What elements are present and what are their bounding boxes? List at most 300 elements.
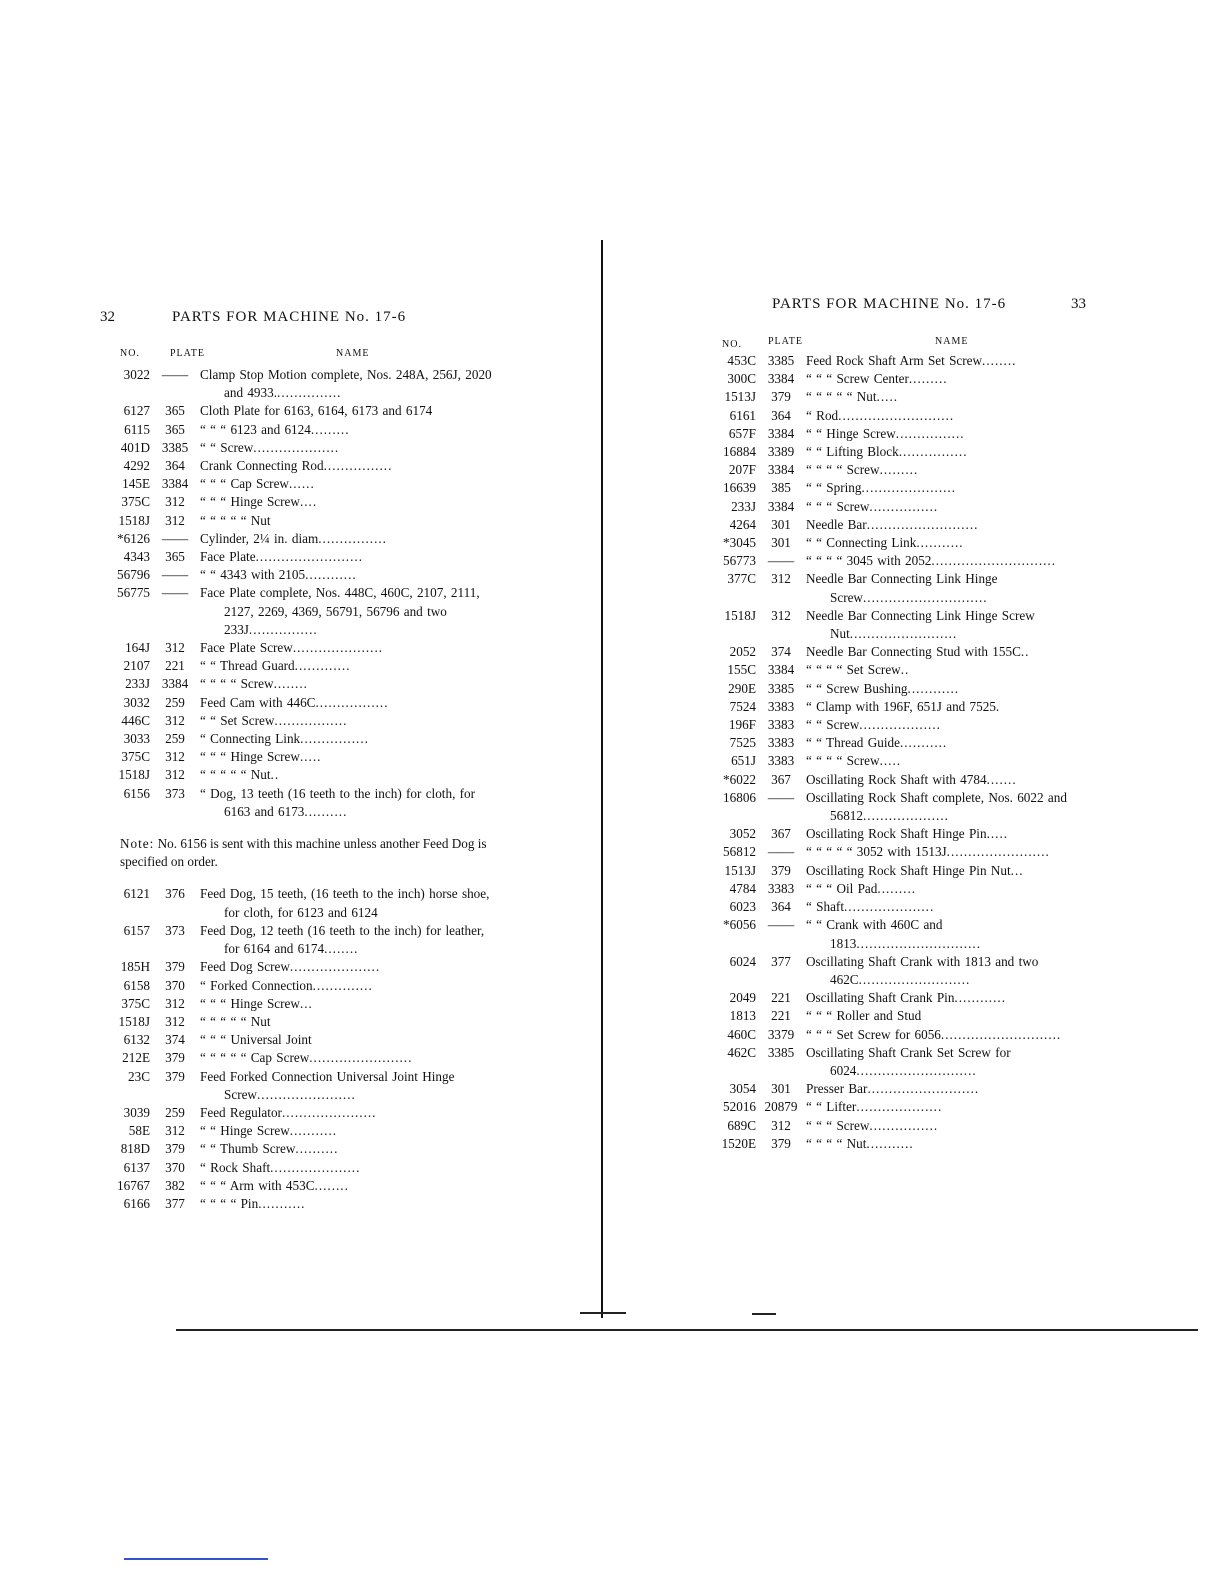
part-name-cell <box>806 370 1096 388</box>
plate-number: —— <box>767 917 795 933</box>
leader-dots: ........... <box>916 535 964 551</box>
part-number: 212E <box>122 1050 150 1066</box>
plate-number: 3385 <box>161 439 189 455</box>
plate-number: 365 <box>165 549 185 565</box>
part-name: Oscillating Shaft Crank Pin <box>806 990 955 1006</box>
plate-number: 379 <box>771 862 791 878</box>
part-name-cell <box>806 461 1096 479</box>
plate-number: 373 <box>165 785 185 801</box>
part-name-cell <box>806 1044 1096 1080</box>
list-item <box>704 443 1096 461</box>
part-number: 185H <box>120 959 150 975</box>
plate-number: 301 <box>771 516 791 532</box>
list-item <box>704 734 1096 752</box>
part-number: 818D <box>120 1141 150 1157</box>
part-number: 446C <box>121 712 150 728</box>
leader-dots: ................... <box>859 717 941 733</box>
list-item <box>98 475 494 493</box>
part-name-cell <box>200 694 494 712</box>
part-number: 6132 <box>123 1032 150 1048</box>
part-number: 3054 <box>729 1081 756 1097</box>
part-name-cell <box>200 1177 494 1195</box>
part-name: “ “ “ “ “ Nut <box>806 389 877 405</box>
plate-number: 20879 <box>764 1099 798 1115</box>
list-item <box>704 643 1096 661</box>
part-name: “ “ “ Screw <box>806 1117 870 1133</box>
part-name: “ “ Thread Guide <box>806 735 900 751</box>
part-name: “ “ Lifting Block <box>806 444 899 460</box>
part-name: Presser Bar <box>806 1081 868 1097</box>
list-item <box>98 995 494 1013</box>
part-name: “ “ 4343 with 2105 <box>200 567 306 583</box>
part-number: 155C <box>727 662 756 678</box>
leader-dots: ........ <box>273 676 308 692</box>
column-header-no: NO. <box>120 348 140 359</box>
list-item <box>98 977 494 995</box>
plate-number: 367 <box>771 826 791 842</box>
plate-number: 3385 <box>767 353 795 368</box>
plate-number: 312 <box>771 1117 791 1133</box>
plate-number: 3384 <box>767 462 795 478</box>
part-number: 4784 <box>729 880 756 896</box>
plate-number: 221 <box>771 990 791 1006</box>
leader-dots: ...................... <box>861 480 957 496</box>
leader-dots: ..... <box>879 753 902 769</box>
list-item <box>704 843 1096 861</box>
part-name-cell <box>200 1140 494 1158</box>
leader-dots: .... <box>299 494 318 510</box>
part-name-cell <box>806 443 1096 461</box>
leader-dots: ................ <box>300 731 369 747</box>
right-page <box>604 0 1224 1584</box>
list-item <box>98 766 494 784</box>
leader-dots: ............................. <box>862 589 988 605</box>
part-name: Clamp Stop Motion complete, Nos. 248A, 256J, 2020 and 4933. <box>200 367 492 401</box>
part-name: “ “ “ “ Pin <box>200 1195 259 1211</box>
part-name: “ “ “ Screw Center <box>806 371 909 387</box>
plate-number: 3384 <box>767 425 795 441</box>
part-name-cell <box>806 570 1096 606</box>
leader-dots: ............................. <box>931 553 1056 569</box>
list-item <box>98 958 494 976</box>
leader-dots: ........ <box>324 941 359 957</box>
plate-number: 3384 <box>161 676 189 692</box>
part-name: “ “ “ Universal Joint <box>200 1032 312 1048</box>
leader-dots: .......................... <box>866 516 979 532</box>
part-number: 6121 <box>123 886 150 902</box>
part-name: “ “ “ Hinge Screw <box>200 995 300 1011</box>
part-name-cell <box>806 898 1096 916</box>
plate-number: 259 <box>165 694 185 710</box>
part-name: Face Plate <box>200 549 256 565</box>
part-number: 6156 <box>123 785 150 801</box>
part-name-cell <box>806 407 1096 425</box>
part-name-cell <box>200 548 494 566</box>
part-name: Needle Bar Connecting Link Hinge Screw Nut <box>806 607 1035 642</box>
leader-dots: ........ <box>982 353 1017 368</box>
plate-number: 379 <box>165 1141 185 1157</box>
plate-number: —— <box>767 553 795 569</box>
leader-dots: .................... <box>862 808 949 824</box>
part-name-cell <box>806 643 1096 661</box>
part-name: Feed Dog, 15 teeth, (16 teeth to the inch) horse shoe, for cloth, for 6123 and 6124 <box>200 886 490 920</box>
plate-number: 312 <box>771 571 791 587</box>
column-header-no: NO. <box>722 339 742 350</box>
part-name-cell <box>200 748 494 766</box>
part-name-cell <box>200 995 494 1013</box>
part-name: “ Shaft <box>806 899 844 915</box>
plate-number: 365 <box>165 421 185 437</box>
list-item <box>98 1159 494 1177</box>
parts-group <box>98 885 494 1213</box>
part-name: “ Rock Shaft <box>200 1159 271 1175</box>
list-item <box>704 552 1096 570</box>
plate-number: 374 <box>165 1032 185 1048</box>
list-item <box>98 639 494 657</box>
part-name-cell <box>200 475 494 493</box>
leader-dots: ............ <box>907 680 960 696</box>
part-number: 1518J <box>118 512 150 528</box>
column-header-name: NAME <box>336 348 370 359</box>
plate-number: 3389 <box>767 444 795 460</box>
list-item <box>98 730 494 748</box>
leader-dots: ......... <box>877 880 917 896</box>
part-name: Feed Forked Connection Universal Joint Hinge Screw <box>200 1068 455 1102</box>
plate-number: 312 <box>165 767 185 783</box>
part-name: “ “ Screw Bushing <box>806 680 908 696</box>
list-item <box>98 512 494 530</box>
part-name-cell <box>806 843 1096 861</box>
part-name-cell <box>806 352 1096 370</box>
leader-dots: .. <box>900 662 910 678</box>
plate-number: 379 <box>165 1068 185 1084</box>
part-number: 6161 <box>729 407 756 423</box>
part-number: 164J <box>125 640 150 656</box>
leader-dots: ..... <box>876 389 899 405</box>
part-name: “ “ “ Arm with 453C <box>200 1177 315 1193</box>
list-item <box>704 1007 1096 1025</box>
part-name-cell <box>200 785 494 821</box>
part-number: 56773 <box>723 553 756 569</box>
list-item <box>98 1031 494 1049</box>
plate-number: 379 <box>771 389 791 405</box>
part-name: Oscillating Shaft Crank Set Screw for 6024 <box>806 1044 1011 1078</box>
plate-number: 312 <box>771 607 791 623</box>
part-name-cell <box>200 530 494 548</box>
part-name-cell <box>806 771 1096 789</box>
list-item <box>704 716 1096 734</box>
part-name: “ “ “ “ “ Nut <box>200 767 271 783</box>
part-number: 377C <box>727 571 756 587</box>
plate-number: 3384 <box>161 476 189 492</box>
leader-dots: ................ <box>869 498 939 514</box>
plate-number: 379 <box>165 959 185 975</box>
part-number: 6023 <box>729 899 756 915</box>
part-name: Feed Dog Screw <box>200 959 290 975</box>
part-number: 6115 <box>124 421 150 437</box>
part-name: “ “ “ “ “ Cap Screw <box>200 1050 310 1066</box>
leader-dots: ............ <box>954 990 1006 1006</box>
page-header: PARTS FOR MACHINE No. 17-6 <box>172 309 407 325</box>
list-item <box>704 771 1096 789</box>
leader-dots: .......... <box>304 803 348 819</box>
part-name-cell <box>200 766 494 784</box>
column-header-name: NAME <box>935 336 969 347</box>
plate-number: 382 <box>165 1177 185 1193</box>
plate-number: 3383 <box>767 753 795 769</box>
part-name: “ “ Screw <box>806 717 860 733</box>
plate-number: —— <box>161 567 189 583</box>
part-name-cell <box>200 1068 494 1104</box>
part-number: 16806 <box>723 789 756 805</box>
list-item <box>98 1140 494 1158</box>
leader-dots: ........... <box>289 1123 338 1139</box>
leader-dots: .......... <box>295 1141 339 1157</box>
list-item <box>704 570 1096 606</box>
plate-number: —— <box>161 367 189 382</box>
leader-dots: ........... <box>899 735 948 751</box>
plate-number: —— <box>767 844 795 860</box>
list-item <box>704 880 1096 898</box>
part-name: Cloth Plate for 6163, 6164, 6173 and 6174 <box>200 403 433 419</box>
plate-number: 370 <box>165 1159 185 1175</box>
leader-dots: ................ <box>323 458 393 474</box>
leader-dots: ..... <box>986 826 1009 842</box>
leader-dots: ......................... <box>849 626 958 642</box>
part-name: “ “ “ Hinge Screw <box>200 749 300 765</box>
list-item <box>704 898 1096 916</box>
leader-dots: ..................... <box>270 1159 361 1175</box>
part-name-cell <box>200 657 494 675</box>
part-number: 375C <box>121 995 150 1011</box>
part-name: “ “ “ Set Screw for 6056 <box>806 1026 941 1042</box>
part-name: “ Connecting Link <box>200 731 301 747</box>
list-item <box>704 425 1096 443</box>
part-name-cell <box>806 734 1096 752</box>
leader-dots: ............... <box>277 385 342 401</box>
leader-dots: .............. <box>312 977 373 993</box>
part-name: Feed Dog, 12 teeth (16 teeth to the inch) for leather, for 6164 and 6174 <box>200 922 485 957</box>
part-name-cell <box>200 366 494 402</box>
leader-dots: ......................... <box>255 549 363 565</box>
list-item <box>98 566 494 584</box>
page-header: PARTS FOR MACHINE No. 17-6 <box>772 296 1007 312</box>
left-page <box>0 0 596 1584</box>
list-item <box>704 516 1096 534</box>
plate-number: 312 <box>165 1123 185 1139</box>
part-number: 460C <box>727 1026 756 1042</box>
list-item <box>704 698 1096 716</box>
list-item <box>98 694 494 712</box>
part-name-cell <box>806 862 1096 880</box>
part-number: 6166 <box>123 1195 150 1211</box>
part-number: 1518J <box>118 1013 150 1029</box>
part-number: 3032 <box>123 694 150 710</box>
part-name-cell <box>200 958 494 976</box>
list-item <box>704 607 1096 643</box>
part-name-cell <box>200 885 494 921</box>
list-item <box>704 953 1096 989</box>
part-number: 4343 <box>123 549 150 565</box>
part-number: 23C <box>128 1068 150 1084</box>
plate-number: —— <box>767 789 795 805</box>
leader-dots: .................... <box>253 439 340 455</box>
list-item <box>98 1122 494 1140</box>
part-number: 58E <box>128 1123 150 1139</box>
part-name: Oscillating Rock Shaft complete, Nos. 6022 and 56812 <box>806 789 1067 824</box>
part-name-cell <box>806 1098 1096 1116</box>
part-number: 6158 <box>123 977 150 993</box>
part-number: 1513J <box>724 389 756 405</box>
part-name: “ “ “ Roller and Stud <box>806 1008 922 1024</box>
list-item <box>98 657 494 675</box>
part-name-cell <box>200 922 494 958</box>
leader-dots: ................ <box>248 621 318 637</box>
part-name-cell <box>806 789 1096 825</box>
list-item <box>704 498 1096 516</box>
part-name-cell <box>806 989 1096 1007</box>
part-number: 1520E <box>721 1135 756 1151</box>
plate-number: —— <box>161 585 189 601</box>
part-name-cell <box>200 1049 494 1067</box>
page-number: 33 <box>1071 296 1086 312</box>
plate-number: 312 <box>165 1013 185 1029</box>
part-name-cell <box>200 1195 494 1213</box>
part-name-cell <box>806 953 1096 989</box>
part-name-cell <box>200 712 494 730</box>
list-item <box>98 1177 494 1195</box>
part-number: 3052 <box>729 826 756 842</box>
leader-dots: ............................ <box>856 1062 977 1078</box>
part-name: Oscillating Shaft Crank with 1813 and two 462C <box>806 953 1039 987</box>
part-number: *6022 <box>723 771 756 787</box>
list-item <box>98 1195 494 1213</box>
part-name: “ “ “ “ Screw <box>200 676 274 692</box>
leader-dots: ................ <box>869 1117 939 1133</box>
list-item <box>704 862 1096 880</box>
list-item <box>98 530 494 548</box>
part-name-cell <box>200 421 494 439</box>
part-name: Cylinder, 2¼ in. diam <box>200 530 319 546</box>
part-name-cell <box>806 1080 1096 1098</box>
part-name-cell <box>200 1159 494 1177</box>
part-name-cell <box>200 457 494 475</box>
part-number: 657F <box>728 425 756 441</box>
part-name-cell <box>200 1122 494 1140</box>
part-name: “ “ “ “ “ Nut <box>200 1013 271 1029</box>
part-name-cell <box>200 1104 494 1122</box>
note-lead: Note: <box>120 836 155 852</box>
page-number: 32 <box>100 309 115 325</box>
part-name: “ “ “ “ Screw <box>806 462 880 478</box>
part-name-cell <box>806 752 1096 770</box>
part-name: Feed Regulator <box>200 1104 282 1120</box>
leader-dots: ...................... <box>281 1104 377 1120</box>
part-number: 4264 <box>729 516 756 532</box>
plate-number: 312 <box>165 995 185 1011</box>
part-number: 56775 <box>117 585 150 601</box>
note-text: No. 6156 is sent with this machine unless another Feed Dog is specified on order. <box>120 836 487 870</box>
part-number: 2107 <box>123 658 150 674</box>
leader-dots: ........................ <box>309 1050 413 1066</box>
part-number: 2049 <box>729 990 756 1006</box>
part-name: “ “ “ “ Nut <box>806 1135 867 1151</box>
part-number: 145E <box>122 476 150 492</box>
part-name-cell <box>200 402 494 420</box>
part-number: 651J <box>731 753 756 769</box>
part-number: 6157 <box>123 922 150 938</box>
list-item <box>98 548 494 566</box>
part-name-cell <box>806 479 1096 497</box>
part-name: “ “ Connecting Link <box>806 535 917 551</box>
plate-number: 370 <box>165 977 185 993</box>
list-item <box>98 1013 494 1031</box>
leader-dots: ................. <box>274 712 348 728</box>
part-number: 3022 <box>123 367 150 382</box>
plate-number: 3383 <box>767 735 795 751</box>
part-name-cell <box>806 716 1096 734</box>
parts-list-left <box>98 366 494 1213</box>
leader-dots: ............ <box>305 567 357 583</box>
part-name: “ “ “ “ “ 3052 with 1513J <box>806 844 947 860</box>
part-name: “ “ “ “ 3045 with 2052 <box>806 553 932 569</box>
list-item <box>704 916 1096 952</box>
plate-number: 312 <box>165 494 185 510</box>
parts-group <box>98 366 494 821</box>
leader-dots: ........................... <box>838 407 955 423</box>
plate-number: 373 <box>165 922 185 938</box>
plate-number: 367 <box>771 771 791 787</box>
part-number: 7524 <box>729 698 756 714</box>
part-name: Feed Cam with 446C <box>200 694 316 710</box>
part-name: “ “ Set Screw <box>200 712 275 728</box>
part-number: 375C <box>121 749 150 765</box>
plate-number: 379 <box>771 1135 791 1151</box>
plate-number: 364 <box>771 899 791 915</box>
list-item <box>704 479 1096 497</box>
part-number: 16767 <box>117 1177 150 1193</box>
part-name-cell <box>200 493 494 511</box>
part-name-cell <box>806 552 1096 570</box>
part-name: “ “ Hinge Screw <box>200 1123 290 1139</box>
plate-number: 379 <box>165 1050 185 1066</box>
list-item <box>704 352 1096 370</box>
part-number: *6056 <box>723 917 756 933</box>
leader-dots: ................ <box>898 444 968 460</box>
leader-dots: ........... <box>866 1135 914 1151</box>
part-number: 689C <box>727 1117 756 1133</box>
part-number: 300C <box>727 371 756 387</box>
leader-dots: ..................... <box>844 899 935 915</box>
part-number: 3033 <box>123 731 150 747</box>
leader-dots: .......................... <box>867 1081 980 1097</box>
leader-dots: ... <box>299 995 313 1011</box>
plate-number: 312 <box>165 512 185 528</box>
part-number: 233J <box>731 498 756 514</box>
part-name-cell <box>806 680 1096 698</box>
part-number: 6127 <box>123 403 150 419</box>
part-name-cell <box>200 730 494 748</box>
list-item <box>704 370 1096 388</box>
part-number: 462C <box>727 1044 756 1060</box>
leader-dots: ... <box>1010 862 1024 878</box>
part-name-cell <box>806 1135 1096 1153</box>
list-item <box>704 825 1096 843</box>
part-name: “ “ “ 6123 and 6124 <box>200 421 311 437</box>
plate-number: 221 <box>165 658 185 674</box>
part-name-cell <box>806 516 1096 534</box>
list-item <box>704 680 1096 698</box>
